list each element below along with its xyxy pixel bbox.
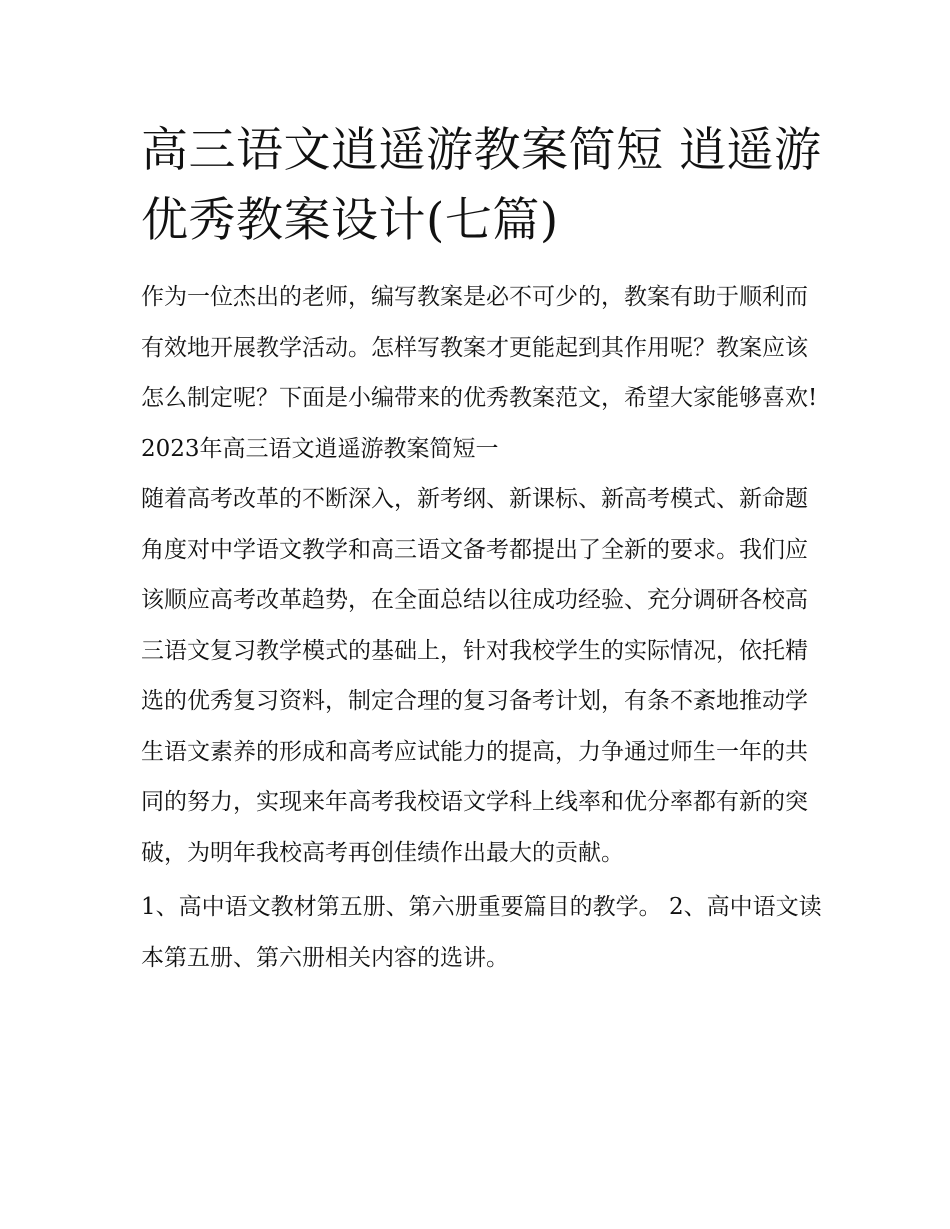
intro-paragraph: 作为一位杰出的老师，编写教案是必不可少的，教案有助于顺利而有效地开展教学活动。怎样写教案才更能起到其作用呢？教案应该怎么制定呢？下面是小编带来的优秀教案范文，希望大家能够喜欢! — [141, 284, 818, 411]
section-heading: 2023年高三语文逍遥游教案简短一 — [141, 435, 499, 462]
document-title: 高三语文逍遥游教案简短 逍遥游优秀教案设计(七篇) — [141, 123, 822, 248]
content-list-paragraph: 1、高中语文教材第五册、第六册重要篇目的教学。 2、高中语文读本第五册、第六册相关内容的选讲。 — [141, 894, 822, 971]
section-body-paragraph: 随着高考改革的不断深入，新考纲、新课标、新高考模式、新命题角度对中学语文教学和高三语文备考都提出了全新的要求。我们应该顺应高考改革趋势，在全面总结以往成功经验、充分调研各校高三语文复习教学模式的基础上，针对我校学生的实际情况，依托精选的优秀复习资料，制定合理的复习备考计划，有条不紊地推动学生语文素养的形成和高考应试能力的提高，力争通过师生一年的共同的努力，实现来年高考我校语文学科上线率和优分率都有新的突破，为明年我校高考再创佳绩作出最大的贡献。 — [141, 486, 808, 866]
